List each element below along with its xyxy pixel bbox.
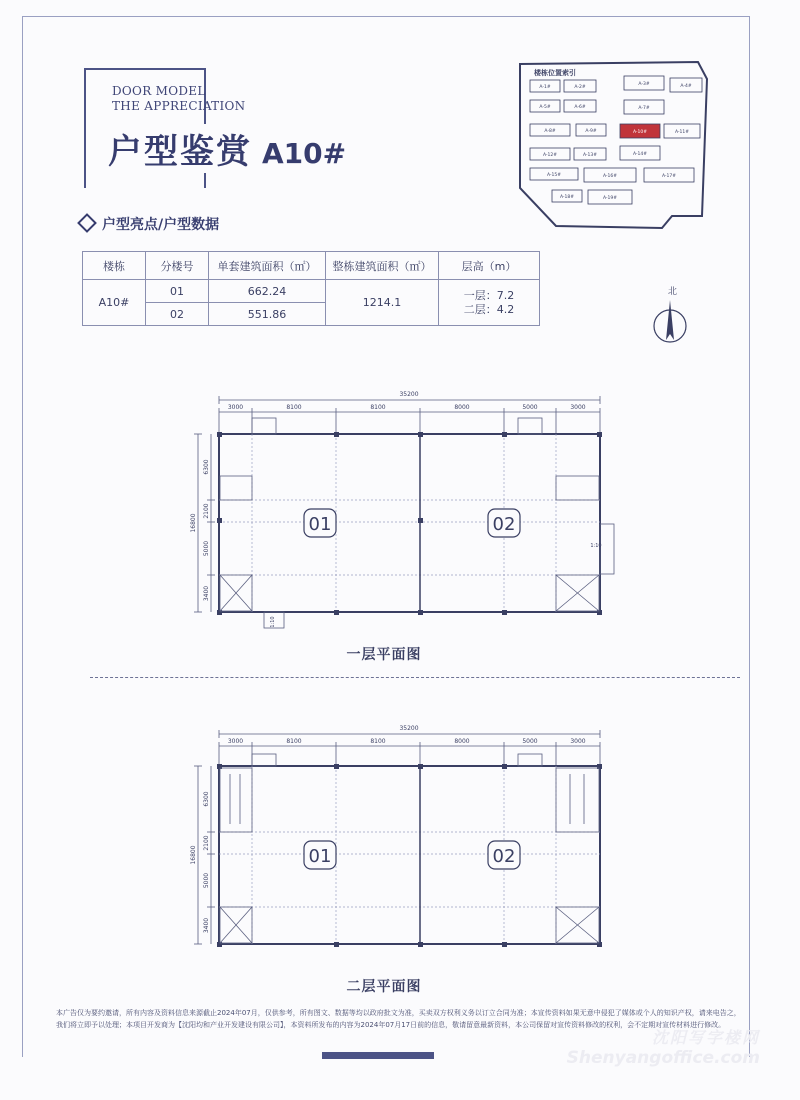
watermark-cn: 沈阳写字楼网 bbox=[651, 1028, 760, 1047]
col-header: 楼栋 bbox=[83, 252, 146, 280]
unit-label: 02 bbox=[492, 514, 516, 535]
unit-data-table bbox=[82, 251, 540, 326]
floor-height-cell bbox=[439, 280, 540, 326]
depth-dimension: 3400 bbox=[203, 917, 210, 934]
keymap-building-label: A-17# bbox=[661, 174, 677, 179]
table-header-row bbox=[83, 252, 540, 280]
depth-dimension: 5000 bbox=[203, 872, 210, 889]
keymap-building-label: A-3# bbox=[638, 82, 650, 87]
unit-label: 02 bbox=[492, 846, 516, 867]
bay-dimension: 8100 bbox=[370, 738, 386, 745]
bay-dimension: 3000 bbox=[227, 738, 244, 745]
bay-dimension: 3000 bbox=[570, 738, 586, 745]
keymap-building-label: A-9# bbox=[585, 129, 597, 134]
watermark-en: Shenyangoffice.com bbox=[566, 1048, 760, 1068]
compass-icon bbox=[648, 282, 692, 346]
col-header: 分楼号 bbox=[146, 252, 209, 280]
floor-height-1: 一层：7.2 bbox=[463, 288, 515, 302]
page-title bbox=[108, 124, 352, 173]
depth-dimension: 5000 bbox=[203, 540, 210, 557]
col-header: 整栋建筑面积（㎡） bbox=[326, 252, 439, 280]
keymap-building-label: A-12# bbox=[542, 153, 558, 158]
section-title: 户型亮点/户型数据 bbox=[102, 217, 220, 233]
keymap-building-label: A-16# bbox=[602, 174, 618, 179]
building-cell: A10# bbox=[83, 280, 146, 326]
keymap-building-label: A-7# bbox=[638, 106, 650, 111]
bay-dimension: 3000 bbox=[227, 404, 244, 411]
watermark bbox=[490, 1025, 760, 1068]
keymap-building-label: A-2# bbox=[574, 85, 586, 90]
bay-dimension: 8100 bbox=[286, 404, 302, 411]
unit-label: 01 bbox=[308, 514, 332, 535]
keymap-building-label: A-6# bbox=[574, 105, 586, 110]
keymap-building-label: A-15# bbox=[546, 173, 562, 178]
overall-width-dimension: 35200 bbox=[399, 391, 419, 398]
col-header: 单套建筑面积（㎡） bbox=[209, 252, 326, 280]
keymap-building-label: A-13# bbox=[582, 153, 598, 158]
keymap-building-label: A-14# bbox=[632, 152, 648, 157]
overall-depth-dimension: 16800 bbox=[190, 513, 197, 533]
floor-plan-1 bbox=[184, 384, 620, 663]
bay-dimension: 8000 bbox=[454, 404, 470, 411]
keymap-building-label: A-10# bbox=[632, 130, 648, 135]
footer-bar bbox=[322, 1052, 434, 1059]
unit-area-cell: 551.86 bbox=[209, 303, 326, 326]
depth-dimension: 2100 bbox=[203, 503, 210, 519]
english-title bbox=[112, 84, 245, 114]
keymap-building-label: A-4# bbox=[680, 84, 692, 89]
total-area-cell: 1214.1 bbox=[326, 280, 439, 326]
north-label: 北 bbox=[668, 287, 678, 297]
diamond-icon bbox=[77, 213, 97, 233]
floor-plan-2-drawing bbox=[184, 724, 620, 974]
divider-dashed bbox=[90, 677, 740, 678]
en-title-line1: DOOR MODEL bbox=[112, 84, 206, 98]
bay-dimension: 5000 bbox=[522, 738, 538, 745]
ramp-slope-label: 1:10 bbox=[590, 543, 602, 549]
unit-label: 01 bbox=[308, 846, 332, 867]
depth-dimension: 3400 bbox=[203, 585, 210, 602]
floor-height-2: 二层：4.2 bbox=[463, 302, 515, 316]
bay-dimension: 5000 bbox=[522, 404, 538, 411]
keymap-building-label: A-18# bbox=[559, 195, 575, 200]
keymap-building-label: A-11# bbox=[674, 130, 690, 135]
en-title-line2: THE APPRECIATION bbox=[112, 99, 246, 113]
floor-plan-1-caption: 一层平面图 bbox=[346, 647, 422, 663]
unit-area-cell: 662.24 bbox=[209, 280, 326, 303]
floor-plan-2-caption: 二层平面图 bbox=[346, 979, 422, 995]
bay-dimension: 3000 bbox=[570, 404, 586, 411]
overall-depth-dimension: 16800 bbox=[190, 845, 197, 865]
ramp-slope-label: 1:10 bbox=[270, 616, 276, 628]
depth-dimension: 2100 bbox=[203, 835, 210, 851]
keymap-building-label: A-8# bbox=[544, 129, 556, 134]
depth-dimension: 6300 bbox=[203, 791, 210, 807]
building-location-keymap bbox=[512, 54, 712, 232]
bay-dimension: 8000 bbox=[454, 738, 470, 745]
keymap-building-label: A-1# bbox=[539, 85, 551, 90]
cn-title-text: 户型鉴赏 bbox=[108, 132, 252, 172]
disclaimer-text: 本广告仅为要约邀请，所有内容及资料信息来源截止2024年07月，仅供参考，所有图文、数据等均以政府批文为准，买卖双方权利义务以订立合同为准；本宣传资料如果无意中侵犯了媒体或个人的知识产权，请来电告之，我们将立即予以处理；本项目开发商为【沈阳均和产业开发建设有限公司】，本资料所发布的内容为2024年07月17日前的信息，敬请留意最新资料，本公司保留对宣传资料修改的权利，会不定期对宣传材料进行修改。 bbox=[56, 1009, 741, 1029]
bay-dimension: 8100 bbox=[286, 738, 302, 745]
floor-plan-2 bbox=[184, 724, 620, 995]
depth-dimension: 6300 bbox=[203, 459, 210, 475]
table-row bbox=[83, 280, 540, 303]
section-heading bbox=[80, 214, 219, 234]
unit-no-cell: 01 bbox=[146, 280, 209, 303]
keymap-building-label: A-5# bbox=[539, 105, 551, 110]
unit-code: A10# bbox=[262, 137, 347, 170]
keymap-building-label: A-19# bbox=[602, 196, 618, 201]
bay-dimension: 8100 bbox=[370, 404, 386, 411]
overall-width-dimension: 35200 bbox=[399, 725, 419, 732]
col-header: 层高（m） bbox=[439, 252, 540, 280]
unit-no-cell: 02 bbox=[146, 303, 209, 326]
keymap-title: 楼栋位置索引 bbox=[534, 69, 576, 77]
floor-plan-1-drawing bbox=[184, 384, 620, 634]
